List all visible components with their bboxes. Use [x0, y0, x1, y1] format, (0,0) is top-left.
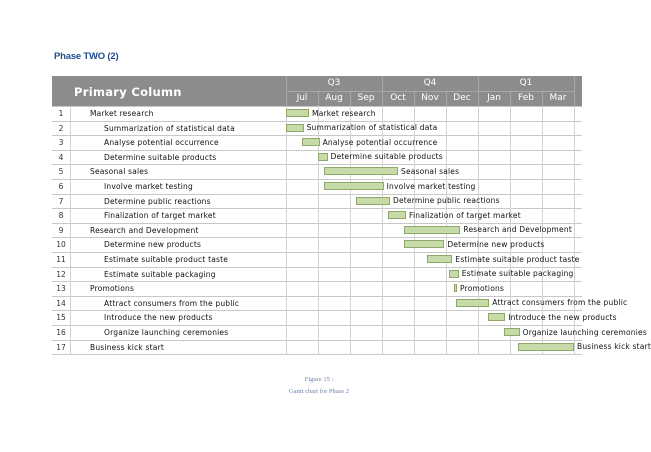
task-name: Introduce the new products [104, 313, 213, 323]
figure-caption: Gantt chart for Phase 2 [289, 388, 349, 395]
row-number: 7 [58, 196, 64, 206]
month-label: Feb [518, 93, 534, 103]
header-divider [350, 91, 351, 106]
figure-label: Figure 15 : [304, 376, 334, 383]
primary-column-header: Primary Column [74, 85, 182, 99]
task-bar [388, 211, 406, 219]
page-heading: Phase TWO (2) [54, 51, 119, 62]
task-name: Organize launching ceremonies [104, 328, 229, 337]
bar-label: Research and Development [463, 225, 572, 235]
row-number: 14 [56, 298, 66, 308]
row-number: 6 [58, 182, 64, 191]
bar-label: Estimate suitable product taste [455, 254, 580, 264]
header-divider [414, 91, 415, 106]
bar-label: Analyse potential occurrence [322, 137, 438, 147]
task-bar [504, 328, 520, 336]
task-bar [454, 284, 457, 292]
bar-label: Business kick start [577, 342, 651, 352]
row-number: 15 [56, 313, 66, 323]
quarter-label: Q3 [327, 78, 341, 88]
bar-label: Attract consumers from the public [492, 298, 628, 308]
header-divider [542, 91, 543, 106]
month-label: Jan [487, 93, 501, 103]
bar-label: Involve market testing [386, 181, 476, 191]
month-label: Jul [296, 93, 308, 103]
task-bar [518, 343, 574, 351]
row-number: 17 [56, 342, 66, 352]
bar-label: Determine public reactions [393, 196, 500, 206]
bar-label: Introduce the new products [508, 312, 617, 322]
header-divider [446, 91, 447, 106]
bar-label: Summarization of statistical data [306, 123, 438, 133]
row-number: 10 [56, 240, 66, 250]
bar-label: Organize launching ceremonies [522, 327, 647, 337]
month-label: Dec [453, 93, 471, 103]
bar-label: Determine new products [447, 239, 545, 249]
task-name: Analyse potential occurrence [104, 138, 219, 148]
header-divider [510, 91, 511, 106]
row-number: 2 [58, 123, 64, 133]
header-divider [286, 91, 574, 92]
bar-label: Market research [312, 108, 376, 118]
gantt-chart [52, 76, 651, 356]
task-name: Determine public reactions [104, 196, 211, 206]
task-name: Finalization of target market [104, 211, 216, 221]
month-label: Aug [325, 93, 343, 103]
column-divider [70, 106, 71, 354]
task-bar [324, 167, 398, 175]
row-number: 1 [58, 109, 64, 118]
task-name: Seasonal sales [90, 167, 149, 177]
row-number: 13 [56, 284, 66, 294]
month-label: Oct [390, 93, 406, 103]
task-name: Involve market testing [104, 182, 193, 191]
task-bar [324, 182, 383, 190]
bar-label: Seasonal sales [401, 166, 460, 176]
task-name: Attract consumers from the public [104, 298, 240, 308]
bar-label: Determine suitable products [330, 152, 443, 162]
task-bar [427, 255, 453, 263]
quarter-label: Q4 [423, 78, 437, 88]
row-number: 12 [56, 269, 66, 279]
month-label: Nov [421, 93, 439, 103]
task-name: Market research [90, 109, 154, 118]
bar-area [286, 106, 651, 356]
quarter-label: Q1 [519, 78, 533, 88]
task-bar [404, 226, 460, 234]
task-bar [318, 153, 328, 161]
task-name: Promotions [90, 284, 135, 294]
task-bar [356, 197, 390, 205]
month-label: Sep [357, 93, 375, 103]
header-divider [318, 91, 319, 106]
task-name: Summarization of statistical data [104, 123, 235, 133]
task-bar [404, 240, 444, 248]
month-label: Mar [549, 93, 567, 103]
bar-label: Promotions [460, 283, 505, 293]
task-bar [456, 299, 490, 307]
row-number: 8 [58, 211, 64, 221]
task-name: Estimate suitable packaging [104, 269, 216, 279]
row-number: 5 [58, 167, 64, 177]
task-bar [488, 313, 506, 321]
row-number: 16 [56, 328, 66, 337]
task-bar [286, 109, 309, 117]
task-bar [286, 124, 304, 132]
row-number: 4 [58, 152, 64, 162]
task-name: Business kick start [90, 342, 165, 352]
bar-label: Estimate suitable packaging [461, 269, 574, 279]
bar-label: Finalization of target market [409, 210, 521, 220]
task-name: Determine suitable products [104, 152, 217, 162]
header-divider [574, 76, 575, 106]
row-number: 3 [58, 138, 64, 148]
row-number: 11 [56, 255, 66, 264]
task-name: Determine new products [104, 240, 202, 250]
task-name: Estimate suitable product taste [104, 255, 229, 264]
task-bar [449, 270, 459, 278]
row-number: 9 [58, 225, 64, 235]
task-bar [302, 138, 320, 146]
task-name: Research and Development [90, 225, 199, 235]
